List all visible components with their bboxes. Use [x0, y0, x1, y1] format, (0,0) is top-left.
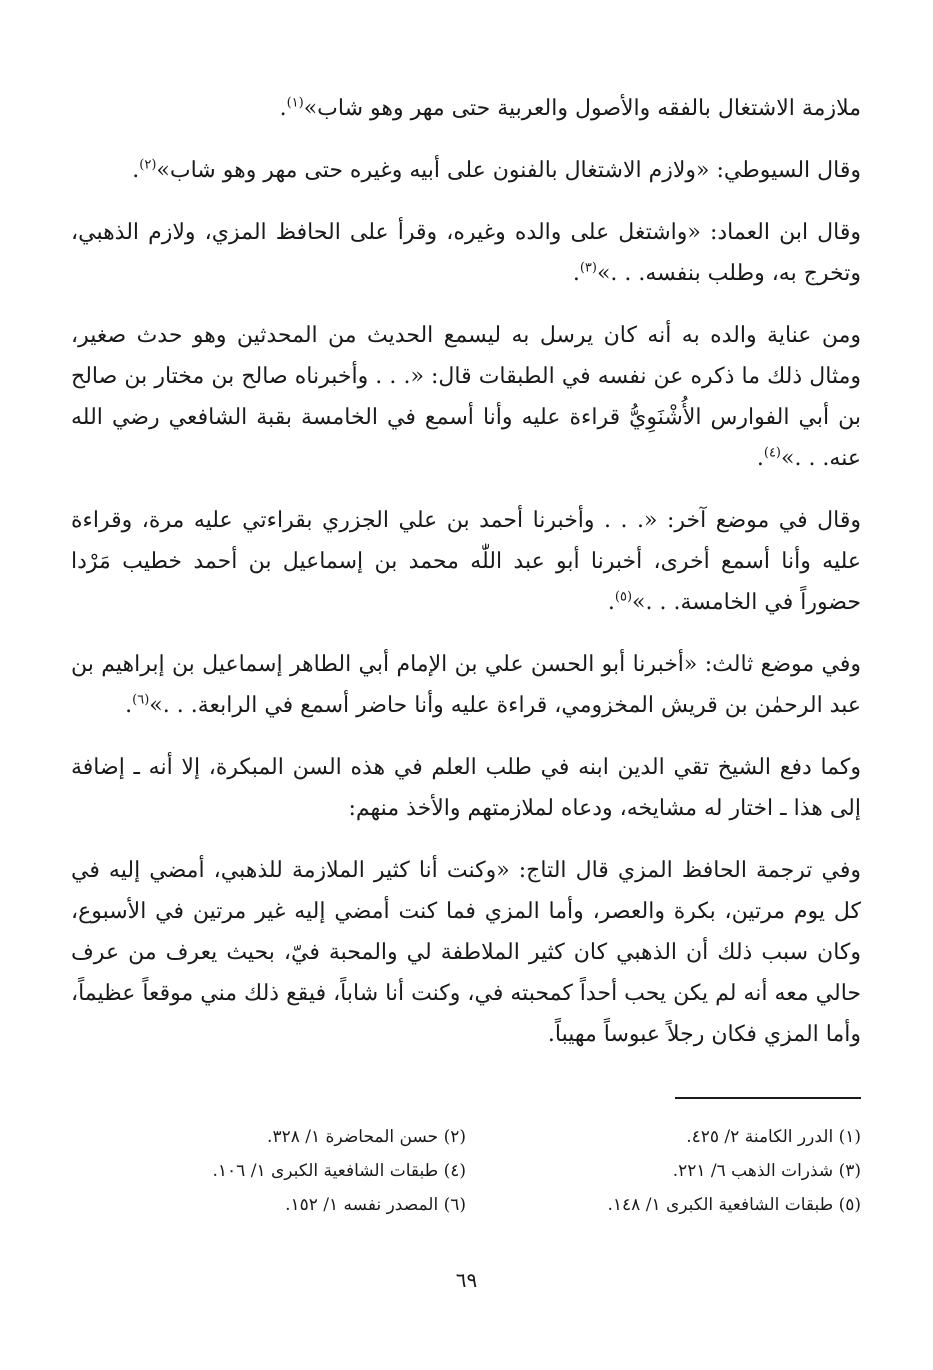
- footnote-ref-1: (١): [286, 95, 304, 111]
- page-number: ٦٩: [455, 1268, 478, 1292]
- paragraph-6: وفي موضع ثالث: «أخبرنا أبو الحسن علي بن الإمام أبي الطاهر إسماعيل بن إبراهيم بن عبد الرحمٰن بن قريش المخزومي، قراءة عليه وأنا حاضر أسمع في الرابعة. . .»$^{(٦)}$.: [71, 652, 861, 718]
- footnote-ref-5: (٥): [614, 589, 633, 605]
- paragraph-5: وقال في موضع آخر: «. . . وأخبرنا أحمد بن علي الجزري بقراءتي عليه مرة، وقراءة عليه وأنا أسمع أخرى، أخبرنا أبو عبد اللّٰه محمد بن إسماعيل بن أحمد خطيب مَرْدا حضوراً في الخامسة. . .»$^{(٥)}$.: [71, 508, 861, 615]
- footnote-4: (٤) طبقات الشافعية الكبرى ١/ ١٠٦.: [212, 1161, 466, 1181]
- footnotes: [71, 1122, 861, 1220]
- footnote-3: (٣) شذرات الذهب ٦/ ٢٢١.: [672, 1161, 861, 1181]
- footnote-ref-2: (٢): [139, 157, 157, 173]
- main-text: [71, 88, 861, 1076]
- footnote-ref-3: (٣): [579, 260, 597, 276]
- paragraph-8: وفي ترجمة الحافظ المزي قال التاج: «وكنت أنا كثير الملازمة للذهبي، أمضي إليه في كل يوم مرتين، بكرة والعصر، وأما المزي فما كنت أمضي إليه غير مرتين في الأسبوع، وكان سبب ذلك أن الذهبي كان كثير الملاطفة لي والمحبة فيّ، بحيث يعرف من عرف حالي معه أنه لم يكن يحب أحداً كمحبته في، وكنت أنا شاباً، فيقع ذلك مني موقعاً عظيماً، وأما المزي فكان رجلاً عبوساً مهيباً.: [71, 858, 861, 1047]
- footnote-1: (١) الدرر الكامنة ٢/ ٤٢٥.: [686, 1127, 861, 1147]
- footnote-ref-4: (٤): [763, 445, 781, 461]
- footnote-divider: [675, 1097, 861, 1099]
- paragraph-1: ملازمة الاشتغال بالفقه والأصول والعربية حتى مهر وهو شاب»$^{(١)}$.: [279, 95, 861, 121]
- footnote-6: (٦) المصدر نفسه ١/ ١٥٢.: [285, 1195, 466, 1215]
- paragraph-7: وكما دفع الشيخ تقي الدين ابنه في طلب العلم في هذه السن المبكرة، إلا أنه ـ إضافة إلى هذا ـ اختار له مشايخه، ودعاه لملازمتهم والأخذ منهم:: [71, 755, 861, 821]
- paragraph-4: ومن عناية والده به أنه كان يرسل به ليسمع الحديث من المحدثين وهو حدث صغير، ومثال ذلك ما ذكره عن نفسه في الطبقات قال: «. . . وأخبرناه صالح بن مختار بن صالح بن أبي الفوارس الأُشْنَوِيُّ قراءة عليه وأنا أسمع في الخامسة بقبة الشافعي رضي الله عنه. . .»$^{(٤)}$.: [71, 323, 861, 471]
- paragraph-2: وقال السيوطي: «ولازم الاشتغال بالفنون على أبيه وغيره حتى مهر وهو شاب»$^{(٢)}$.: [132, 157, 861, 183]
- paragraph-3: وقال ابن العماد: «واشتغل على والده وغيره، وقرأ على الحافظ المزي، ولازم الذهبي، وتخرج به، وطلب بنفسه. . .»$^{(٣)}$.: [71, 220, 861, 286]
- footnote-5: (٥) طبقات الشافعية الكبرى ١/ ١٤٨.: [607, 1195, 861, 1215]
- footnote-2: (٢) حسن المحاضرة ١/ ٣٢٨.: [267, 1127, 466, 1147]
- footnote-ref-6: (٦): [132, 692, 150, 708]
